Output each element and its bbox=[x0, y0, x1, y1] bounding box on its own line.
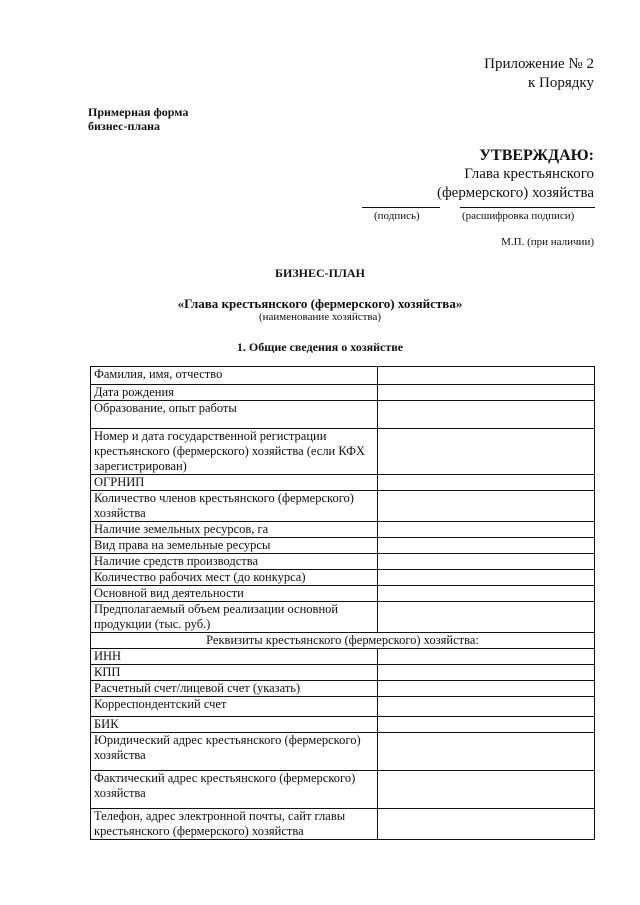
table-row bbox=[91, 633, 595, 649]
stamp-note: М.П. (при наличии) bbox=[501, 236, 594, 248]
table-row bbox=[91, 665, 595, 681]
table-row bbox=[91, 522, 595, 538]
field-label-cell: Расчетный счет/лицевой счет (указать) bbox=[91, 681, 378, 697]
table-row bbox=[91, 491, 595, 522]
signature-line bbox=[362, 207, 440, 208]
table-row bbox=[91, 429, 595, 475]
field-value-cell[interactable] bbox=[378, 554, 595, 570]
table-row bbox=[91, 681, 595, 697]
appendix-number: Приложение № 2 bbox=[484, 56, 594, 72]
field-value-cell[interactable] bbox=[378, 367, 595, 385]
approval-line2: (фермерского) хозяйства bbox=[436, 185, 594, 201]
approval-block bbox=[437, 146, 594, 203]
holding-caption: (наименование хозяйства) bbox=[258, 311, 382, 323]
general-info-table bbox=[90, 366, 595, 840]
name-label: (расшифровка подписи) bbox=[462, 210, 575, 222]
form-note bbox=[88, 105, 188, 133]
form-note-line1: Примерная форма bbox=[88, 105, 189, 119]
field-label-cell: Наличие земельных ресурсов, га bbox=[91, 522, 378, 538]
name-line bbox=[460, 207, 595, 208]
table-row bbox=[91, 717, 595, 733]
table-row bbox=[91, 602, 595, 633]
field-value-cell[interactable] bbox=[378, 809, 595, 840]
table-row bbox=[91, 385, 595, 401]
field-label-cell: Юридический адрес крестьянского (фермерского) хозяйства bbox=[91, 733, 378, 771]
appendix-note bbox=[484, 55, 594, 93]
field-label-cell: Основной вид деятельности bbox=[91, 586, 378, 602]
table-row bbox=[91, 809, 595, 840]
field-value-cell[interactable] bbox=[378, 697, 595, 717]
field-label-cell: Количество рабочих мест (до конкурса) bbox=[91, 570, 378, 586]
document-title: БИЗНЕС-ПЛАН bbox=[275, 266, 365, 280]
field-value-cell[interactable] bbox=[378, 681, 595, 697]
field-label-cell: Фамилия, имя, отчество bbox=[91, 367, 378, 385]
appendix-order: к Порядку bbox=[528, 75, 594, 91]
approval-line1: Глава крестьянского bbox=[464, 166, 594, 182]
field-value-cell[interactable] bbox=[378, 771, 595, 809]
field-value-cell[interactable] bbox=[378, 717, 595, 733]
table-row bbox=[91, 586, 595, 602]
form-note-line2: бизнес-плана bbox=[88, 119, 161, 133]
field-label-cell: Фактический адрес крестьянского (фермерского) хозяйства bbox=[91, 771, 378, 809]
signature-label: (подпись) bbox=[374, 210, 420, 222]
table-row bbox=[91, 771, 595, 809]
table-row bbox=[91, 570, 595, 586]
field-value-cell[interactable] bbox=[378, 491, 595, 522]
field-label-cell: Образование, опыт работы bbox=[91, 401, 378, 429]
field-label-cell: ИНН bbox=[91, 649, 378, 665]
field-value-cell[interactable] bbox=[378, 429, 595, 475]
field-value-cell[interactable] bbox=[378, 602, 595, 633]
approval-heading: УТВЕРЖДАЮ: bbox=[479, 147, 594, 164]
table-row bbox=[91, 538, 595, 554]
table-row bbox=[91, 649, 595, 665]
field-value-cell[interactable] bbox=[378, 665, 595, 681]
field-label-cell: ОГРНИП bbox=[91, 475, 378, 491]
section-title: 1. Общие сведения о хозяйстве bbox=[236, 340, 404, 354]
field-label-cell: Предполагаемый объем реализации основной продукции (тыс. руб.) bbox=[91, 602, 378, 633]
field-label-cell: Количество членов крестьянского (фермерского) хозяйства bbox=[91, 491, 378, 522]
table-row bbox=[91, 733, 595, 771]
table-row bbox=[91, 697, 595, 717]
field-value-cell[interactable] bbox=[378, 733, 595, 771]
field-label-cell: Наличие средств производства bbox=[91, 554, 378, 570]
field-value-cell[interactable] bbox=[378, 385, 595, 401]
field-value-cell[interactable] bbox=[378, 401, 595, 429]
field-label-cell: Телефон, адрес электронной почты, сайт главы крестьянского (фермерского) хозяйства bbox=[91, 809, 378, 840]
field-value-cell[interactable] bbox=[378, 649, 595, 665]
field-value-cell[interactable] bbox=[378, 586, 595, 602]
requisites-header-cell: Реквизиты крестьянского (фермерского) хозяйства: bbox=[91, 633, 595, 649]
field-label-cell: Номер и дата государственной регистрации крестьянского (фермерского) хозяйства (если КФХ зарегистрирован) bbox=[91, 429, 378, 475]
table-row bbox=[91, 367, 595, 385]
field-label-cell: Корреспондентский счет bbox=[91, 697, 378, 717]
field-label-cell: Дата рождения bbox=[91, 385, 378, 401]
holding-name: «Глава крестьянского (фермерского) хозяйства» bbox=[177, 296, 463, 311]
table-row bbox=[91, 401, 595, 429]
field-label-cell: Вид права на земельные ресурсы bbox=[91, 538, 378, 554]
table-row bbox=[91, 554, 595, 570]
field-value-cell[interactable] bbox=[378, 570, 595, 586]
field-value-cell[interactable] bbox=[378, 538, 595, 554]
field-label-cell: КПП bbox=[91, 665, 378, 681]
field-value-cell[interactable] bbox=[378, 522, 595, 538]
table-row bbox=[91, 475, 595, 491]
field-label-cell: БИК bbox=[91, 717, 378, 733]
field-value-cell[interactable] bbox=[378, 475, 595, 491]
